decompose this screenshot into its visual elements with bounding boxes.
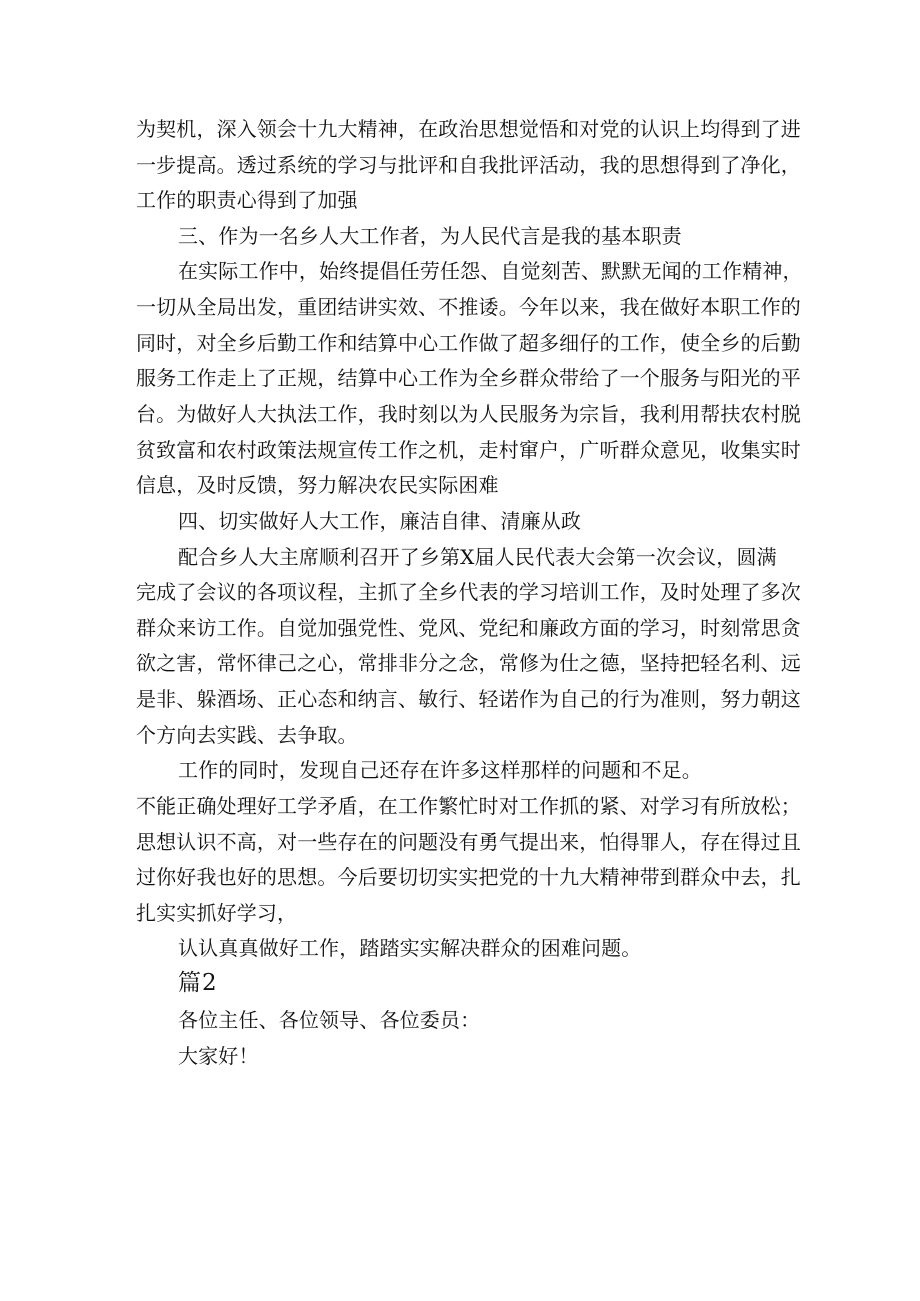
body-line: 个方向去实践、去争取。: [136, 723, 358, 747]
section-heading-3: 三、作为一名乡人大工作者，为人民代言是我的基本职责: [178, 224, 682, 248]
salutation-line: 各位主任、各位领导、各位委员：: [178, 1008, 481, 1032]
body-line: 信息，及时反馈，努力解决农民实际困难: [136, 473, 499, 497]
body-line: 完成了会议的各项议程，主抓了全乡代表的学习培训工作，及时处理了多次: [136, 580, 801, 604]
body-line: 同时，对全乡后勤工作和结算中心工作做了超多细仔的工作，使全乡的后勤: [136, 331, 801, 355]
body-line: 服务工作走上了正规，结算中心工作为全乡群众带给了一个服务与阳光的平: [136, 366, 801, 390]
body-line: 欲之害，常怀律己之心，常排非分之念，常修为仕之德，坚持把轻名利、远: [136, 651, 801, 675]
body-line: 工作的同时，发现自己还存在许多这样那样的问题和不足。: [178, 758, 702, 782]
body-line: 台。为做好人大执法工作，我时刻以为人民服务为宗旨，我利用帮扶农村脱: [136, 402, 801, 426]
body-line: 贫致富和农村政策法规宣传工作之机，走村窜户，广听群众意见，收集实时: [136, 438, 801, 462]
body-line: 扎实实抓好学习，: [136, 901, 298, 925]
body-line: 思想认识不高，对一些存在的问题没有勇气提出来，怕得罪人，存在得过且: [136, 830, 801, 854]
greeting-line: 大家好！: [178, 1044, 259, 1068]
body-line: 为契机，深入领会十九大精神，在政治思想觉悟和对党的认识上均得到了进: [136, 117, 801, 141]
body-line: 认认真真做好工作，踏踏实实解决群众的困难问题。: [178, 936, 642, 960]
body-line: 是非、躲酒场、正心态和纳言、敏行、轻诺作为自己的行为准则，努力朝这: [136, 687, 801, 711]
body-line: 在实际工作中，始终提倡任劳任怨、自觉刻苦、默默无闻的工作精神，: [178, 259, 803, 283]
body-line: 一切从全局出发，重团结讲实效、不推诿。今年以来，我在做好本职工作的: [136, 295, 801, 319]
section-title-part-2: 篇2: [178, 970, 218, 996]
body-line: 配合乡人大主席顺利召开了乡第X届人民代表大会第一次会议，圆满: [178, 545, 777, 569]
body-line: 不能正确处理好工学矛盾，在工作繁忙时对工作抓的紧、对学习有所放松；: [136, 794, 801, 818]
section-heading-4: 四、切实做好人大工作，廉洁自律、清廉从政: [178, 509, 581, 533]
body-line: 工作的职责心得到了加强: [136, 188, 358, 212]
body-line: 过你好我也好的思想。今后要切切实实把党的十九大精神带到群众中去，扎: [136, 865, 801, 889]
body-line: 一步提高。透过系统的学习与批评和自我批评活动，我的思想得到了净化，: [136, 153, 801, 177]
body-line: 群众来访工作。自觉加强党性、党风、党纪和廉政方面的学习，时刻常思贪: [136, 616, 801, 640]
